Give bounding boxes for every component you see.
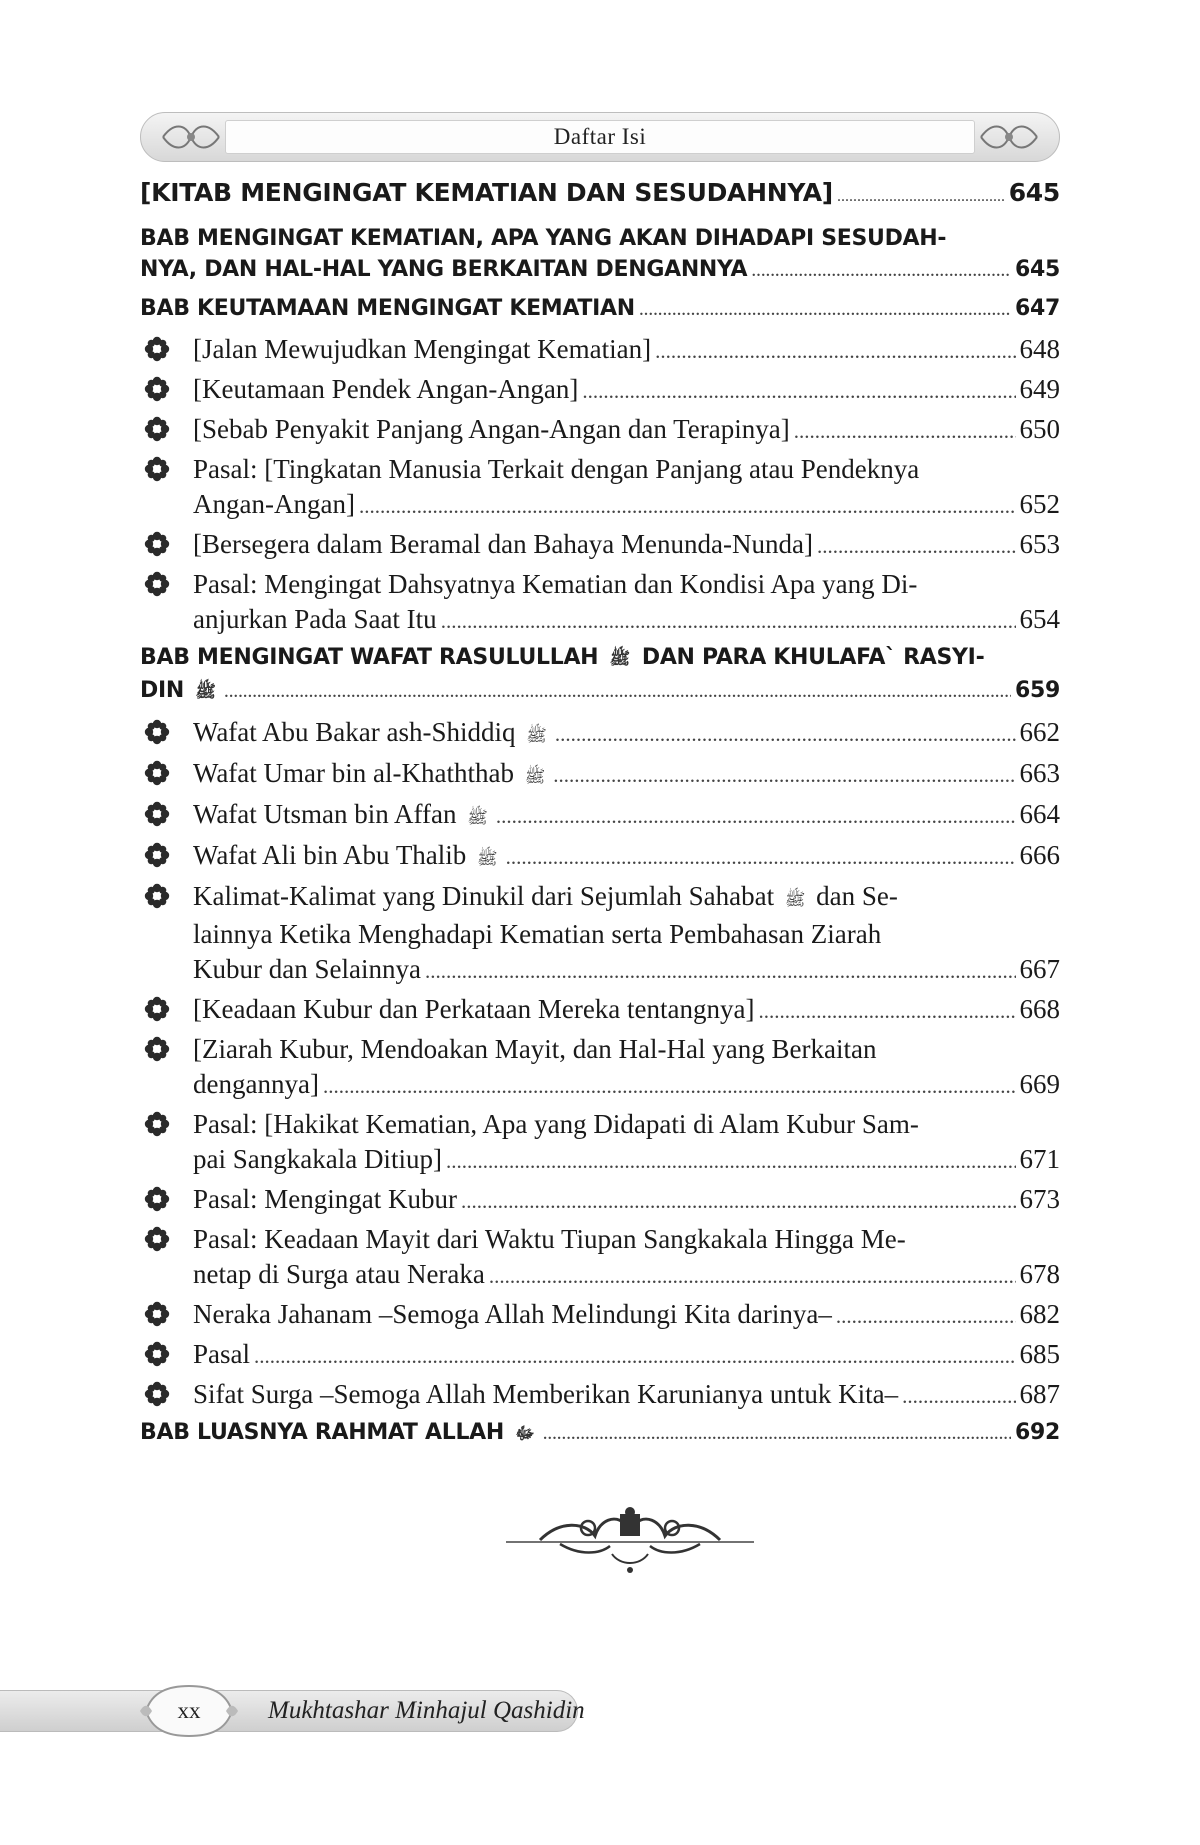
bullet bbox=[140, 1222, 193, 1294]
section-entry[interactable] bbox=[140, 879, 1060, 989]
section-title: Pasal bbox=[193, 1339, 250, 1369]
section-entry[interactable] bbox=[140, 1182, 1060, 1219]
section-title-line: Pasal: Mengingat Dahsyatnya Kematian dan Kondisi Apa yang Di- bbox=[193, 569, 918, 599]
toc-row bbox=[193, 412, 1060, 449]
section-page-number: 685 bbox=[1019, 1339, 1060, 1369]
section-entry[interactable] bbox=[140, 412, 1060, 449]
section-title: Neraka Jahanam –Semoga Allah Melindungi Kita darinya– bbox=[193, 1299, 832, 1329]
flower-bullet-icon bbox=[144, 336, 170, 362]
section-title: dengannya] bbox=[193, 1069, 319, 1099]
bab-page-number: 692 bbox=[1014, 1420, 1060, 1445]
flower-bullet-icon bbox=[144, 571, 170, 597]
section-entry[interactable] bbox=[140, 797, 1060, 835]
section-text bbox=[193, 1222, 1060, 1294]
section-title: Pasal: Mengingat Kubur bbox=[193, 1184, 457, 1214]
toc-row bbox=[193, 1377, 1060, 1414]
section-page-number: 669 bbox=[1019, 1069, 1060, 1099]
bab-entry[interactable] bbox=[140, 223, 1060, 286]
flower-bullet-icon bbox=[144, 1186, 170, 1212]
section-text bbox=[193, 332, 1060, 369]
bullet bbox=[140, 992, 193, 1029]
dot-leader bbox=[639, 294, 1011, 325]
section-text bbox=[193, 412, 1060, 449]
flower-bullet-icon bbox=[144, 456, 170, 482]
section-text bbox=[193, 879, 1060, 989]
section-text bbox=[193, 527, 1060, 564]
table-of-contents bbox=[140, 178, 1060, 1457]
section-entry[interactable] bbox=[140, 452, 1060, 524]
header-panel bbox=[225, 120, 975, 154]
section-entry[interactable] bbox=[140, 838, 1060, 876]
footer-page-number: xx bbox=[177, 1698, 201, 1723]
dot-leader bbox=[582, 374, 1015, 409]
section-text bbox=[193, 797, 1060, 835]
section-text bbox=[193, 1377, 1060, 1414]
honorific-mark: ﷺ bbox=[524, 767, 546, 786]
dot-leader bbox=[254, 1339, 1016, 1374]
dot-leader bbox=[837, 188, 1005, 206]
section-page-number: 663 bbox=[1019, 758, 1060, 788]
section-text bbox=[193, 1337, 1060, 1374]
flower-bullet-icon bbox=[144, 760, 170, 786]
flower-bullet-icon bbox=[144, 1341, 170, 1367]
flower-bullet-icon bbox=[144, 1111, 170, 1137]
section-page-number: 678 bbox=[1019, 1259, 1060, 1289]
section-title: [Jalan Mewujudkan Mengingat Kematian] bbox=[193, 334, 652, 364]
flower-bullet-icon bbox=[144, 1301, 170, 1327]
flower-bullet-icon bbox=[144, 1226, 170, 1252]
section-title: [Bersegera dalam Beramal dan Bahaya Menunda-Nunda] bbox=[193, 529, 813, 559]
section-text bbox=[193, 992, 1060, 1029]
bab-title-line: BAB MENGINGAT KEMATIAN, APA YANG AKAN DIHADAPI SESUDAH- bbox=[140, 226, 947, 251]
honorific-mark: ﷻ bbox=[515, 1424, 535, 1444]
section-page-number: 650 bbox=[1019, 414, 1060, 444]
section-title: Angan-Angan] bbox=[193, 489, 355, 519]
bullet bbox=[140, 372, 193, 409]
toc-row bbox=[193, 756, 1060, 794]
flower-bullet-icon bbox=[144, 801, 170, 827]
bullet bbox=[140, 756, 193, 794]
section-title: netap di Surga atau Neraka bbox=[193, 1259, 485, 1289]
section-entry[interactable] bbox=[140, 332, 1060, 369]
section-title: [Keadaan Kubur dan Perkataan Mereka tentangnya] bbox=[193, 994, 755, 1024]
kitab-entry[interactable] bbox=[140, 178, 1060, 207]
flower-bullet-icon bbox=[144, 376, 170, 402]
bab-page-number: 647 bbox=[1014, 296, 1060, 321]
toc-row bbox=[193, 487, 1060, 524]
toc-row bbox=[193, 1142, 1060, 1179]
toc-row bbox=[140, 254, 1060, 286]
section-title-line: [Ziarah Kubur, Mendoakan Mayit, dan Hal-Hal yang Berkaitan bbox=[193, 1034, 877, 1064]
dot-leader bbox=[655, 334, 1015, 369]
bab-page-number: 645 bbox=[1014, 257, 1060, 282]
kitab-page-number: 645 bbox=[1008, 178, 1060, 207]
section-entry[interactable] bbox=[140, 1377, 1060, 1414]
section-title: Sifat Surga –Semoga Allah Memberikan Karunianya untuk Kita– bbox=[193, 1379, 899, 1409]
honorific-mark: ﷺ bbox=[467, 808, 488, 827]
section-entry[interactable] bbox=[140, 1222, 1060, 1294]
dot-leader bbox=[902, 1379, 1015, 1414]
bab-title: NYA, DAN HAL-HAL YANG BERKAITAN DENGANNYA bbox=[140, 257, 748, 282]
toc-row bbox=[140, 1417, 1060, 1450]
bullet bbox=[140, 1032, 193, 1104]
dot-leader bbox=[359, 489, 1016, 524]
toc-row bbox=[140, 675, 1060, 708]
toc-row bbox=[193, 1257, 1060, 1294]
bullet bbox=[140, 1107, 193, 1179]
flower-bullet-icon bbox=[144, 842, 170, 868]
bullet bbox=[140, 1182, 193, 1219]
section-page-number: 662 bbox=[1019, 717, 1060, 747]
dot-leader bbox=[446, 1144, 1016, 1179]
dot-leader bbox=[836, 1299, 1016, 1334]
bullet bbox=[140, 797, 193, 835]
section-title-line: Pasal: Keadaan Mayit dari Waktu Tiupan Sangkakala Hingga Me- bbox=[193, 1224, 906, 1254]
section-text bbox=[193, 1297, 1060, 1334]
header-title: Daftar Isi bbox=[553, 124, 647, 149]
section-text bbox=[193, 838, 1060, 876]
dot-leader bbox=[489, 1259, 1016, 1294]
toc-row bbox=[193, 797, 1060, 835]
bullet bbox=[140, 412, 193, 449]
dot-leader bbox=[553, 758, 1015, 793]
section-title-line: lainnya Ketika Menghadapi Kematian serta Pembahasan Ziarah bbox=[193, 919, 882, 949]
dot-leader bbox=[759, 994, 1016, 1029]
bullet bbox=[140, 1337, 193, 1374]
section-text bbox=[193, 756, 1060, 794]
dot-leader bbox=[323, 1069, 1016, 1104]
honorific-mark: ﷺ bbox=[477, 849, 498, 868]
header-left-ornament-icon bbox=[159, 119, 223, 155]
section-entry[interactable] bbox=[140, 1107, 1060, 1179]
honorific-mark: ﷺ bbox=[609, 649, 631, 669]
header-right-ornament-icon bbox=[977, 119, 1041, 155]
section-entry[interactable] bbox=[140, 372, 1060, 409]
bullet bbox=[140, 1297, 193, 1334]
dot-leader bbox=[543, 1418, 1011, 1449]
section-page-number: 664 bbox=[1019, 799, 1060, 829]
bullet bbox=[140, 567, 193, 639]
section-entry[interactable] bbox=[140, 992, 1060, 1029]
bab-entry[interactable] bbox=[140, 1417, 1060, 1450]
dot-leader bbox=[425, 954, 1016, 989]
toc-row bbox=[193, 992, 1060, 1029]
section-page-number: 648 bbox=[1019, 334, 1060, 364]
bab-title: BAB LUASNYA RAHMAT ALLAH ﷻ bbox=[140, 1417, 539, 1450]
toc-row bbox=[193, 838, 1060, 876]
dot-leader bbox=[555, 717, 1016, 752]
section-title: Wafat Ali bin Abu Thalib ﷺ bbox=[193, 838, 502, 876]
bab-entry[interactable] bbox=[140, 642, 1060, 708]
section-title: Wafat Abu Bakar ash-Shiddiq ﷺ bbox=[193, 715, 551, 753]
section-text bbox=[193, 1107, 1060, 1179]
section-page-number: 667 bbox=[1019, 954, 1060, 984]
section-page-number: 673 bbox=[1019, 1184, 1060, 1214]
section-entry[interactable] bbox=[140, 527, 1060, 564]
dot-leader bbox=[224, 676, 1011, 707]
section-page-number: 668 bbox=[1019, 994, 1060, 1024]
section-title-line: Pasal: [Hakikat Kematian, Apa yang Didapati di Alam Kubur Sam- bbox=[193, 1109, 919, 1139]
bab-title-line: BAB MENGINGAT WAFAT RASULULLAH ﷺ DAN PARA KHULAFA` RASYI- bbox=[140, 645, 985, 670]
dot-leader bbox=[751, 255, 1011, 286]
section-title: Wafat Utsman bin Affan ﷺ bbox=[193, 797, 492, 835]
section-title: anjurkan Pada Saat Itu bbox=[193, 604, 437, 634]
running-header bbox=[140, 112, 1060, 162]
flower-bullet-icon bbox=[144, 416, 170, 442]
bullet bbox=[140, 452, 193, 524]
bab-page-number: 659 bbox=[1014, 678, 1060, 703]
bab-entry[interactable] bbox=[140, 293, 1060, 325]
flower-bullet-icon bbox=[144, 883, 170, 909]
bullet bbox=[140, 838, 193, 876]
kitab-title: [KITAB MENGINGAT KEMATIAN DAN SESUDAHNYA] bbox=[140, 178, 833, 207]
section-page-number: 654 bbox=[1019, 604, 1060, 634]
toc-row bbox=[140, 293, 1060, 325]
section-page-number: 666 bbox=[1019, 840, 1060, 870]
flower-bullet-icon bbox=[144, 996, 170, 1022]
footer-book-title: Mukhtashar Minhajul Qashidin bbox=[268, 1697, 585, 1724]
section-text bbox=[193, 452, 1060, 524]
honorific-mark: ﷺ bbox=[195, 682, 216, 702]
section-entry[interactable] bbox=[140, 567, 1060, 639]
toc-row bbox=[193, 1067, 1060, 1104]
section-title-line: Kalimat-Kalimat yang Dinukil dari Sejumlah Sahabat ﷺ dan Se- bbox=[193, 881, 898, 911]
bullet bbox=[140, 879, 193, 989]
section-entry[interactable] bbox=[140, 1337, 1060, 1374]
bab-title: DIN ﷺ bbox=[140, 675, 220, 708]
toc-row bbox=[193, 1337, 1060, 1374]
toc-row bbox=[193, 602, 1060, 639]
flower-bullet-icon bbox=[144, 531, 170, 557]
bullet bbox=[140, 1377, 193, 1414]
flower-bullet-icon bbox=[144, 1036, 170, 1062]
section-entry[interactable] bbox=[140, 756, 1060, 794]
dot-leader bbox=[817, 529, 1016, 564]
section-title: Kubur dan Selainnya bbox=[193, 954, 421, 984]
bullet bbox=[140, 527, 193, 564]
section-title: pai Sangkakala Ditiup] bbox=[193, 1144, 442, 1174]
toc-row bbox=[193, 1182, 1060, 1219]
toc-row bbox=[193, 952, 1060, 989]
dot-leader bbox=[441, 604, 1016, 639]
dot-leader bbox=[506, 840, 1016, 875]
section-page-number: 687 bbox=[1019, 1379, 1060, 1409]
honorific-mark: ﷺ bbox=[784, 890, 806, 909]
section-page-number: 652 bbox=[1019, 489, 1060, 519]
section-entry[interactable] bbox=[140, 1032, 1060, 1104]
toc-row bbox=[193, 372, 1060, 409]
section-page-number: 671 bbox=[1019, 1144, 1060, 1174]
toc-row bbox=[193, 527, 1060, 564]
section-entry[interactable] bbox=[140, 1297, 1060, 1334]
section-title: [Sebab Penyakit Panjang Angan-Angan dan Terapinya] bbox=[193, 414, 790, 444]
toc-row bbox=[193, 332, 1060, 369]
honorific-mark: ﷺ bbox=[526, 726, 547, 745]
section-text bbox=[193, 1182, 1060, 1219]
closing-flourish-icon bbox=[500, 1500, 760, 1580]
section-text bbox=[193, 715, 1060, 753]
bab-title: BAB KEUTAMAAN MENGINGAT KEMATIAN bbox=[140, 296, 635, 321]
flower-bullet-icon bbox=[144, 1381, 170, 1407]
section-text bbox=[193, 372, 1060, 409]
section-title-line: Pasal: [Tingkatan Manusia Terkait dengan Panjang atau Pendeknya bbox=[193, 454, 920, 484]
bullet bbox=[140, 332, 193, 369]
bullet bbox=[140, 715, 193, 753]
section-page-number: 653 bbox=[1019, 529, 1060, 559]
section-text bbox=[193, 1032, 1060, 1104]
section-entry[interactable] bbox=[140, 715, 1060, 753]
toc-row bbox=[193, 715, 1060, 753]
dot-leader bbox=[496, 799, 1016, 834]
flower-bullet-icon bbox=[144, 719, 170, 745]
section-page-number: 649 bbox=[1019, 374, 1060, 404]
dot-leader bbox=[794, 414, 1016, 449]
section-page-number: 682 bbox=[1019, 1299, 1060, 1329]
section-text bbox=[193, 567, 1060, 639]
dot-leader bbox=[461, 1184, 1016, 1219]
section-title: [Keutamaan Pendek Angan-Angan] bbox=[193, 374, 579, 404]
section-title: Wafat Umar bin al-Khaththab ﷺ bbox=[193, 756, 549, 794]
toc-row bbox=[193, 1297, 1060, 1334]
